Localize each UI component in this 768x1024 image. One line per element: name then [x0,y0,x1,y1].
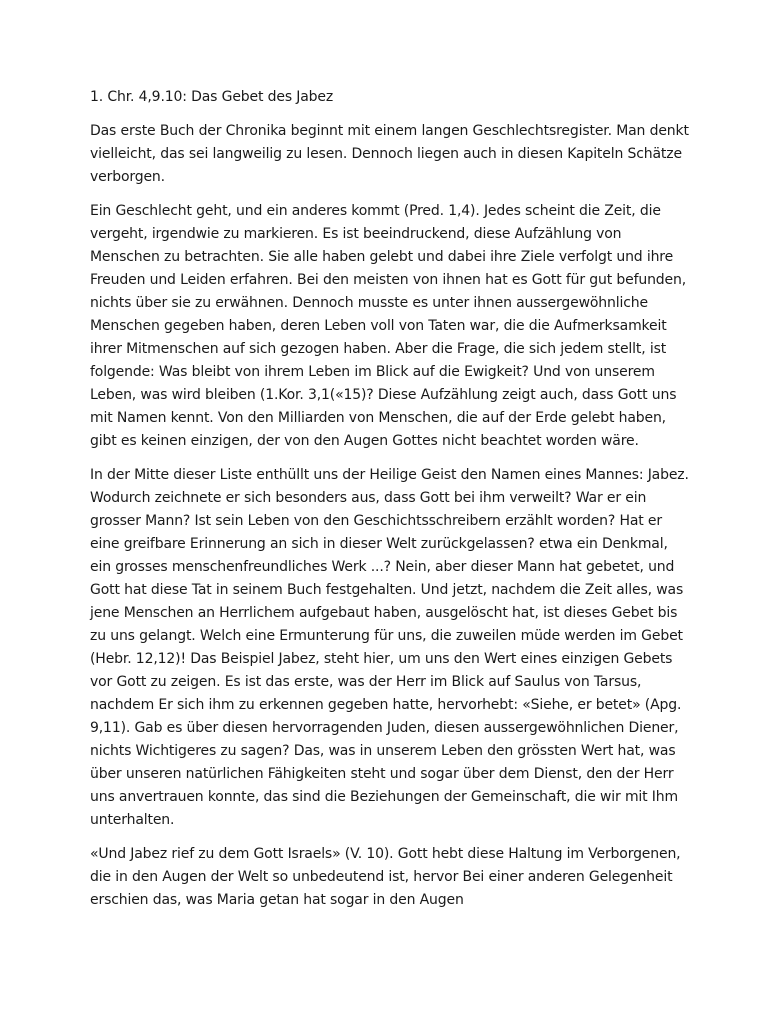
document-page [90,86,690,923]
paragraph-4: «Und Jabez rief zu dem Gott Israels» (V. 10). Gott hebt diese Haltung im Verborgenen, die in den Augen der Welt so unbedeutend ist, hervor Bei einer anderen Gelegenheit erschien das, was Maria getan hat sogar in den Augen [90,846,681,908]
paragraph-3: In der Mitte dieser Liste enthüllt uns der Heilige Geist den Namen eines Mannes: Jabez. Wodurch zeichnete er sich besonders aus, dass Gott bei ihm verweilt? War er ein grosser Mann? Ist sein Leben von den Geschichtsschreibern erzählt worden? Hat er eine greifbare Erinnerung an sich in dieser Welt zurückgelassen? etwa ein Denkmal, ein grosses menschenfreundliches Werk ...? Nein, aber dieser Mann hat gebetet, und Gott hat diese Tat in seinem Buch festgehalten. Und jetzt, nachdem die Zeit alles, was jene Menschen an Herrlichem aufgebaut haben, ausgelöscht hat, ist dieses Gebet bis zu uns gelangt. Welch eine Ermunterung für uns, die zuweilen müde werden im Gebet (Hebr. 12,12)! Das Beispiel Jabez, steht hier, um uns den Wert eines einzigen Gebets vor Gott zu zeigen. Es ist das erste, was der Herr im Blick auf Saulus von Tarsus, nachdem Er sich ihm zu erkennen gegeben hatte, hervorhebt: «Siehe, er betet» (Apg. 9,11). Gab es über diesen hervorragenden Juden, diesen aussergewöhnlichen Diener, nichts Wichtigeres zu sagen? Das, was in unserem Leben den grössten Wert hat, was über unseren natürlichen Fähigkeiten steht und sogar über dem Dienst, den der Herr uns anvertrauen konnte, das sind die Beziehungen der Gemeinschaft, die wir mit Ihm unterhalten. [90,467,689,828]
paragraph-1: Das erste Buch der Chronika beginnt mit einem langen Geschlechtsregister. Man denkt vielleicht, das sei langweilig zu lesen. Dennoch liegen auch in diesen Kapiteln Schätze verborgen. [90,123,689,185]
paragraph-2: Ein Geschlecht geht, und ein anderes kommt (Pred. 1,4). Jedes scheint die Zeit, die vergeht, irgendwie zu markieren. Es ist beeindruckend, diese Aufzählung von Menschen zu betrachten. Sie alle haben gelebt und dabei ihre Ziele verfolgt und ihre Freuden und Leiden erfahren. Bei den meisten von ihnen hat es Gott für gut befunden, nichts über sie zu erwähnen. Dennoch musste es unter ihnen aussergewöhnliche Menschen gegeben haben, deren Leben voll von Taten war, die die Aufmerksamkeit ihrer Mitmenschen auf sich gezogen haben. Aber die Frage, die sich jedem stellt, ist folgende: Was bleibt von ihrem Leben im Blick auf die Ewigkeit? Und von unserem Leben, was wird bleiben (1.Kor. 3,1(«15)? Diese Aufzählung zeigt auch, dass Gott uns mit Namen kennt. Von den Milliarden von Menschen, die auf der Erde gelebt haben, gibt es keinen einzigen, der von den Augen Gottes nicht beachtet worden wäre. [90,203,687,449]
document-heading: 1. Chr. 4,9.10: Das Gebet des Jabez [90,89,334,105]
